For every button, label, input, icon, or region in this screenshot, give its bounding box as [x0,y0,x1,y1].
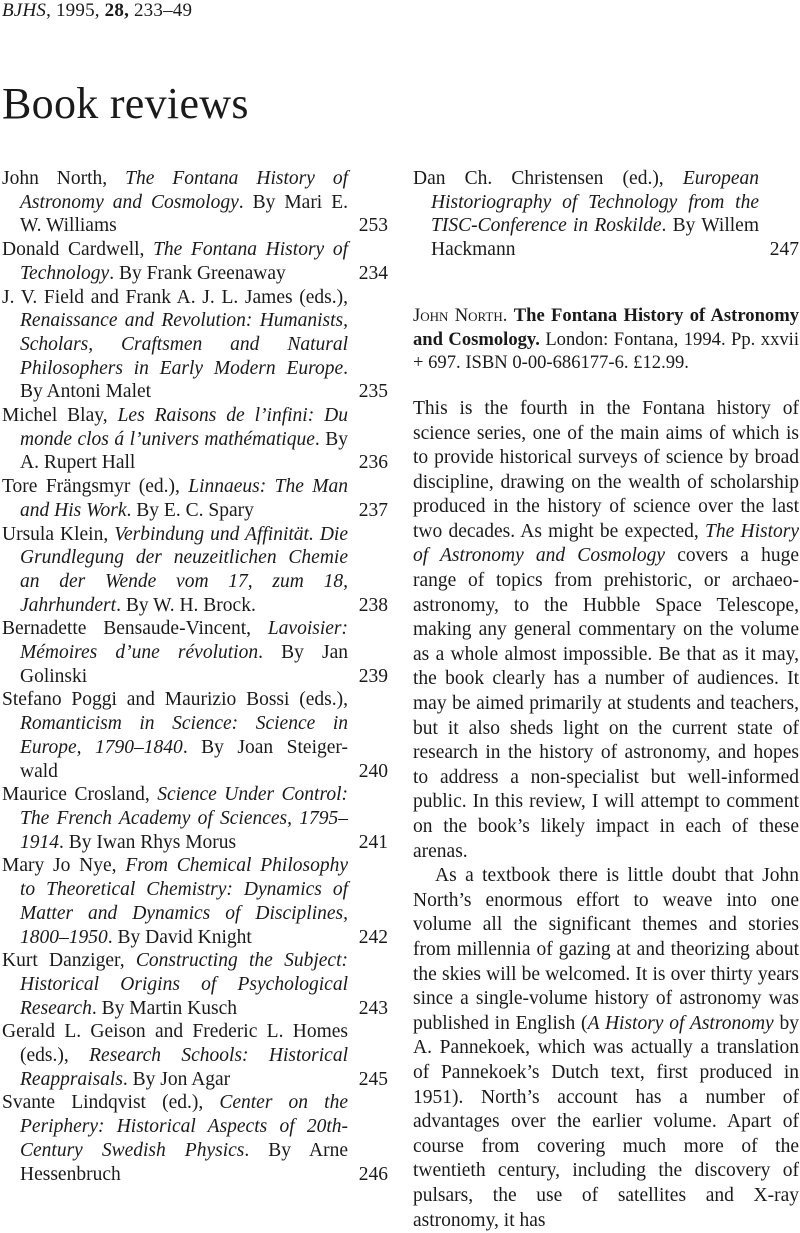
review-body [413,397,799,1233]
contents-entry[interactable] [2,949,388,1020]
section-title: Book reviews [2,79,249,128]
journal-pages: 233–49 [133,0,193,21]
contents-entry[interactable] [2,1020,388,1091]
entry-book-title: Lavoisier: Mémoires d’une révolution [20,618,348,664]
entry-text: Gerald L. Geison and Frederic L. Homes (eds.), Research Schools: Historical Reappraisals. By Jon Agar [2,1021,349,1090]
entry-book-title: The Fontana History of Astronomy and Cosmology [20,168,348,213]
entry-text: Ursula Klein, Verbindung und Affinität. Die Grundlegung der neuzeitlichen Chemie an der Wende vom 17, zum 18, Jahrhundert. By W. H. Brock. [2,523,349,616]
contents-entry-continued[interactable] [413,167,799,262]
contents-entry[interactable] [2,783,388,854]
entry-page-number: 239 [358,665,388,687]
entry-page-number: 241 [358,831,388,853]
review-book-title: The Fontana History of Astronomy and Cosmology. [413,304,799,350]
entry-text: J. V. Field and Frank A. J. L. James (eds.), Renaissance and Revolution: Humanists, Scholars, Craftsmen and Natural Philosophers in Early Modern Europe. By Antoni Malet [2,286,348,403]
entry-text: Mary Jo Nye, From Chemical Philosophy to Theoretical Chemistry: Dynamics of Matter and Dynamics of Disciplines, 1800–1950. By David Knight [2,855,348,948]
journal-abbrev: BJHS [2,0,47,21]
entry-book-title: The Fontana History of Technology [20,239,348,284]
journal-volume: 28, [104,0,130,21]
entry-text: Maurice Crosland, Science Under Control: The French Academy of Sciences, 1795–1914. By Iwan Rhys Morus [2,784,348,853]
entry-page-number: 246 [358,1163,388,1185]
entry-book-title: Les Raisons de l’infini: Du monde clos á l’univers mathématique [20,405,348,450]
entry-page-number: 238 [358,594,388,616]
entry-page-number: 235 [358,381,388,403]
entry-text: Svante Lindqvist (ed.), Center on the Periphery: Historical Aspects of 20th-Century Swedish Physics. By Arne Hessenbruch [2,1092,348,1185]
entry-text: Tore Frängsmyr (ed.), Linnaeus: The Man and His Work. By E. C. Spary [2,476,348,521]
entry-text: Kurt Danziger, Constructing the Subject: Historical Origins of Psychological Research. By Martin Kusch [2,950,348,1019]
entry-page-number: 234 [358,262,388,284]
entry-page-number: 243 [358,997,388,1019]
right-column [413,167,799,1233]
entry-book-title: Renaissance and Revolution: Humanists, Scholars, Craftsmen and Natural Philosophers in Early Modern Europe [20,310,348,379]
entry-page-number: 253 [358,215,388,237]
review-heading [413,304,799,375]
entry-book-title: Romanticism in Science: Science in Europe, 1790–1840 [20,713,348,758]
entry-page-number: 240 [358,760,388,782]
journal-year: 1995, [55,0,100,21]
entry-book-title: Verbindung und Affinität. Die Grundlegung der neuzeitlichen Chemie an der Wende vom 17, zum 18, Jahrhundert [20,523,349,616]
entry-book-title: European Historiography of Technology from the TISC-Conference in Roskilde [431,168,759,237]
contents-entry[interactable] [2,523,388,618]
entry-page-number: 236 [358,452,388,474]
entry-book-title: From Chemical Philosophy to Theoretical Chemistry: Dynamics of Matter and Dynamics of Disciplines, 1800–1950 [20,855,348,948]
contents-entry[interactable] [2,688,388,783]
contents-entry[interactable] [2,475,388,522]
contents-entry[interactable] [2,1091,388,1186]
contents-entry[interactable] [2,404,388,475]
entry-page-number: 242 [358,926,388,948]
review-book-author: John North. [413,304,508,326]
entry-book-title: Science Under Control: The French Academy of Sciences, 1795–1914 [20,784,348,853]
entry-page-number: 247 [769,239,799,261]
entry-text: Michel Blay, Les Raisons de l’infini: Du monde clos á l’univers mathématique. By A. Rupert Hall [2,405,348,474]
journal-citation: BJHS, 1995, 28, 233–49 [2,0,193,21]
contents-entry[interactable] [2,286,388,405]
entry-page-number: 237 [358,499,388,521]
review-publication-details: London: Fontana, 1994. Pp. xxvii + 697. ISBN 0-00-686177-6. £12.99. [413,328,799,374]
entry-text: Bernadette Bensaude-Vincent, Lavoisier: Mémoires d’une révolution. By Jan Golinski [2,618,348,687]
contents-entry[interactable] [2,854,388,949]
contents-entry[interactable] [2,617,388,688]
review-paragraph: This is the fourth in the Fontana history of science series, one of the main aims of which is to provide historical surveys of science by broad discipline, drawing on the wealth of scholarship produced in the history of science over the last two decades. As might be expected, The History of Astronomy and Cosmology covers a huge range of topics from prehistoric, or archaeo-astronomy, to the Hubble Space Telescope, making any general commentary on the volume as a whole almost impossible. Be that as it may, the book clearly has a number of audiences. It may be aimed primarily at students and teachers, but it also sheds light on the current state of research in the history of astronomy, and hopes to address a non-specialist but well-informed public. In this review, I will attempt to comment on the book’s likely impact in each of these arenas. [413,397,799,862]
entry-text: Dan Ch. Christensen (ed.), European Historiography of Technology from the TISC-Conference in Roskilde. By Willem Hackmann [413,168,760,261]
contents-entry[interactable] [2,167,388,238]
entry-text: Donald Cardwell, The Fontana History of Technology. By Frank Greenaway [2,239,348,284]
entry-book-title: Linnaeus: The Man and His Work [20,476,348,521]
entry-text: John North, The Fontana History of Astronomy and Cosmology. By Mari E. W. Williams [2,168,348,237]
contents-list [2,167,388,1186]
contents-entry[interactable] [2,238,388,285]
review-paragraph: As a textbook there is little doubt that John North’s enormous effort to weave into one volume all the significant themes and stories from millennia of gazing at and theorizing about the skies will be welcomed. It is over thirty years since a single-volume history of astronomy was published in English (A History of Astronomy by A. Pannekoek, which was actually a translation of Pannekoek’s Dutch text, first produced in 1951). North’s account has a number of advantages over the earlier volume. Apart of course from covering much more of the twentieth century, including the discovery of pulsars, the use of satellites and X-ray astronomy, it has [413,865,800,1231]
entry-text: Stefano Poggi and Maurizio Bossi (eds.), Romanticism in Science: Science in Europe, 1790–1840. By Joan Steiger-wald [2,689,349,782]
entry-book-title: Center on the Periphery: Historical Aspects of 20th-Century Swedish Physics [20,1092,348,1161]
entry-page-number: 245 [358,1068,388,1090]
entry-book-title: Research Schools: Historical Reappraisals [20,1045,349,1090]
entry-book-title: Constructing the Subject: Historical Origins of Psychological Research [20,950,348,1019]
